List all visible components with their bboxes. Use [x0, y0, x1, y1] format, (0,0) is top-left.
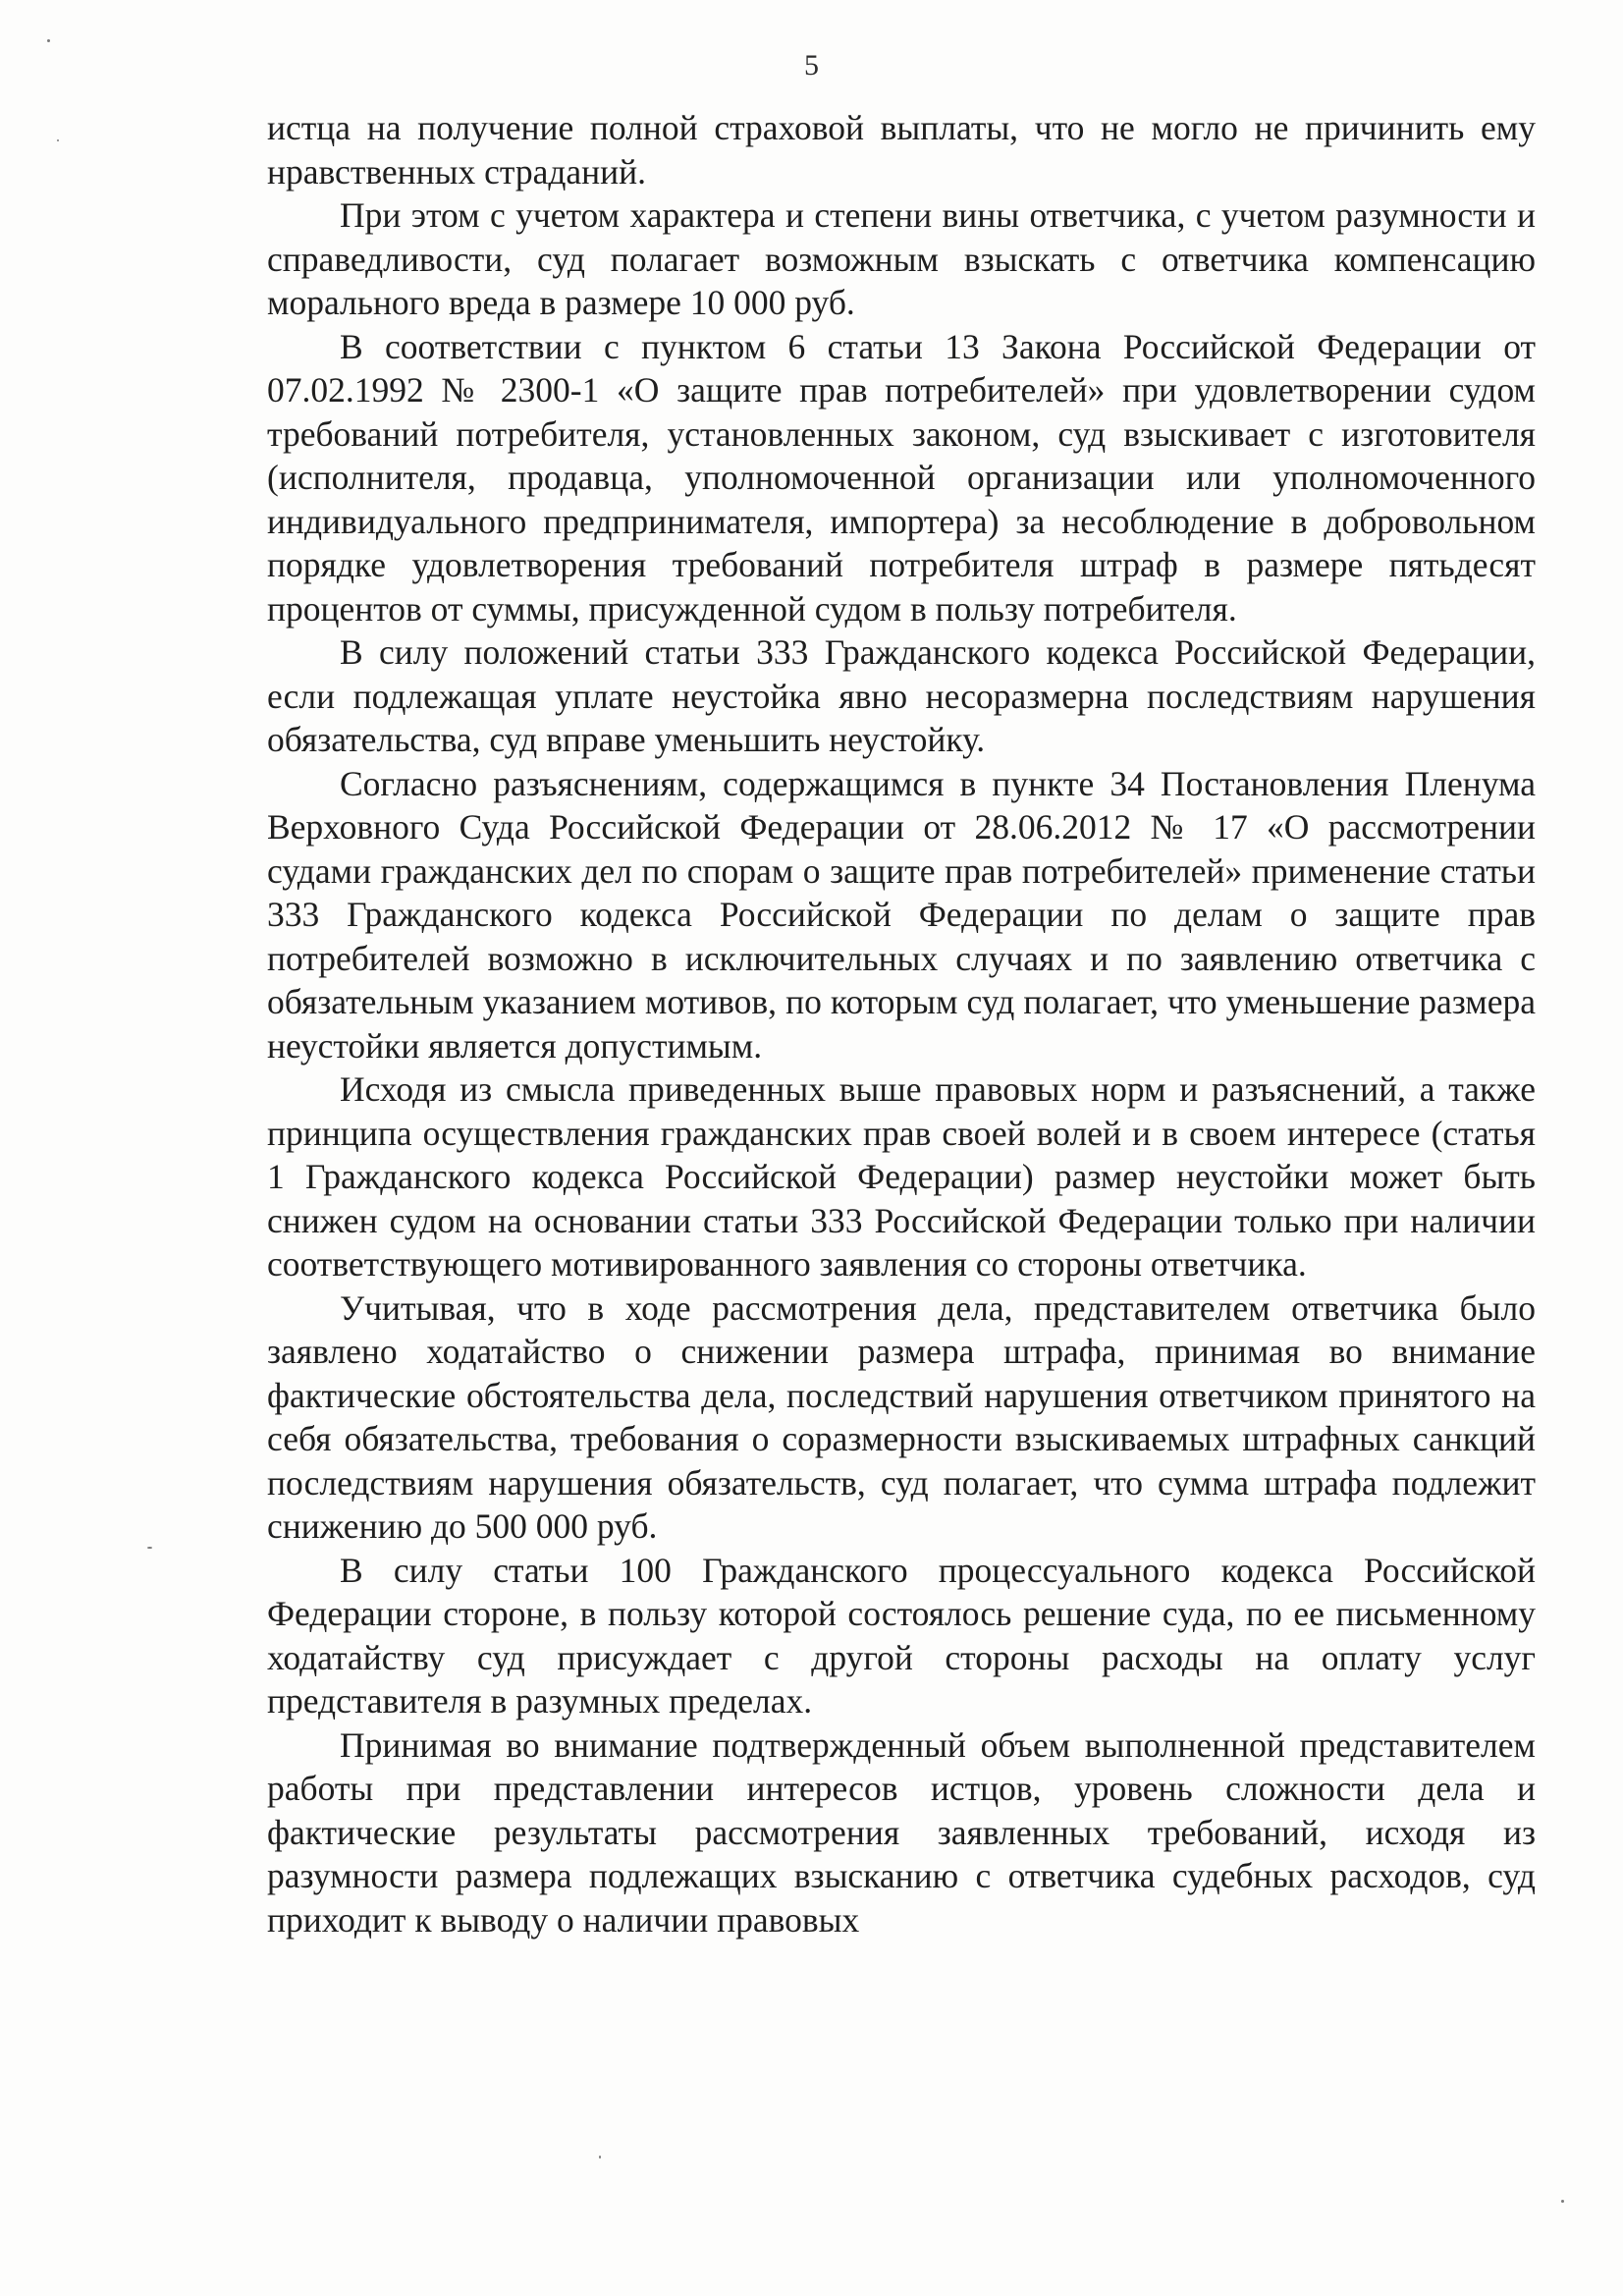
scan-speck	[599, 2156, 601, 2159]
paragraph-5: Согласно разъяснениям, содержащимся в пункте 34 Постановления Пленума Верховного Суда Российской Федерации от 28.06.2012 № 17 «О рассмотрении судами гражданских дел по спорам о защите прав потребителей» применение статьи 333 Гражданского кодекса Российской Федерации по делам о защите прав потребителей возможно в исключительных случаях и по заявлению ответчика с обязательным указанием мотивов, по которым суд полагает, что уменьшение размера неустойки является допустимым.	[267, 763, 1536, 1066]
scan-speck	[1561, 2200, 1564, 2203]
scan-speck	[47, 39, 50, 42]
scan-speck	[147, 1547, 152, 1549]
paragraph-8: В силу статьи 100 Гражданского процессуального кодекса Российской Федерации стороне, в пользу которой состоялось решение суда, по ее письменному ходатайству суд присуждает с другой стороны расходы на оплату услуг представителя в разумных пределах.	[267, 1550, 1536, 1721]
paragraph-6: Исходя из смысла приведенных выше правовых норм и разъяснений, а также принципа осуществления гражданских прав своей волей и в своем интересе (статья 1 Гражданского кодекса Российской Федерации) размер неустойки может быть снижен судом на основании статьи 333 Российской Федерации только при наличии соответствующего мотивированного заявления со стороны ответчика.	[267, 1069, 1536, 1284]
paragraph-2: При этом с учетом характера и степени вины ответчика, с учетом разумности и справедливости, суд полагает возможным взыскать с ответчика компенсацию морального вреда в размере 10 000 руб.	[267, 195, 1536, 322]
paragraph-7: Учитывая, что в ходе рассмотрения дела, представителем ответчика было заявлено ходатайство о снижении размера штрафа, принимая во внимание фактические обстоятельства дела, последствий нарушения ответчиком принятого на себя обязательства, требования о соразмерности взыскиваемых штрафных санкций последствиям нарушения обязательств, суд полагает, что сумма штрафа подлежит снижению до 500 000 руб.	[267, 1287, 1536, 1546]
paragraph-4: В силу положений статьи 333 Гражданского кодекса Российской Федерации, если подлежащая уплате неустойка явно несоразмерна последствиям нарушения обязательства, суд вправе уменьшить неустойку.	[267, 632, 1536, 759]
scan-speck	[57, 139, 59, 141]
paragraph-3: В соответствии с пунктом 6 статьи 13 Закона Российской Федерации от 07.02.1992 № 2300-1 «О защите прав потребителей» при удовлетворении судом требований потребителя, установленных законом, суд взыскивает с изготовителя (исполнителя, продавца, уполномоченной организации или уполномоченного индивидуального предпринимателя, импортера) за несоблюдение в добровольном порядке удовлетворения требований потребителя штраф в размере пятьдесят процентов от суммы, присужденной судом в пользу потребителя.	[267, 326, 1536, 629]
page-number: 5	[804, 49, 819, 82]
paragraph-9: Принимая во внимание подтвержденный объем выполненной представителем работы при представлении интересов истцов, уровень сложности дела и фактические результаты рассмотрения заявленных требований, исходя из разумности размера подлежащих взысканию с ответчика судебных расходов, суд приходит к выводу о наличии правовых	[267, 1724, 1536, 1940]
paragraph-1: истца на получение полной страховой выплаты, что не могло не причинить ему нравственных страданий.	[267, 108, 1536, 191]
document-body	[267, 106, 1536, 1941]
